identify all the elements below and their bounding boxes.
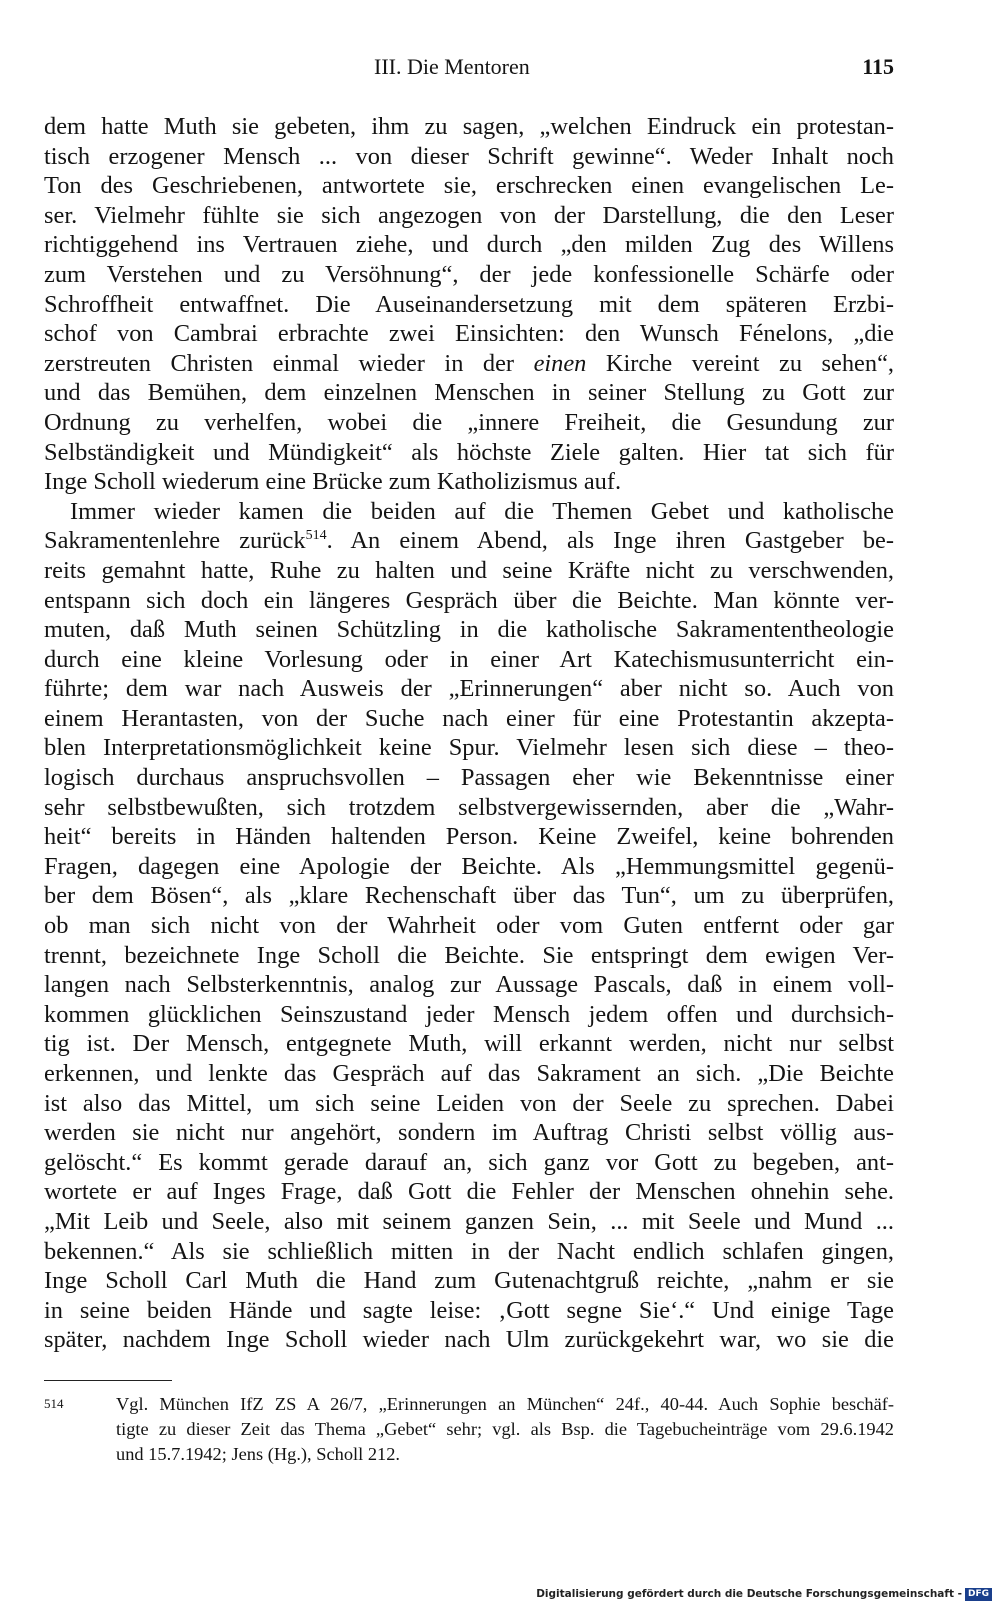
running-head <box>44 50 894 84</box>
text-line: in seine beiden Hände und sagte leise: ‚Gott segne Sie‘.“ Und einige Tage <box>44 1296 894 1324</box>
text-line <box>44 349 894 379</box>
text-run: Sakramentenlehre zurück <box>44 527 306 555</box>
chapter-title: III. Die Mentoren <box>374 54 530 79</box>
text-run: Kirche vereint zu sehen“, <box>586 349 894 377</box>
text-line: und das Bemühen, dem einzelnen Menschen in seiner Stellung zu Gott zur <box>44 379 894 407</box>
text-line: Inge Scholl Carl Muth die Hand zum Gutenachtgruß reichte, „nahm er sie <box>44 1267 894 1295</box>
footnote-line: tigte zu dieser Zeit das Thema „Gebet“ sehr; vgl. als Bsp. die Tagebucheinträge vom 29.6.1942 <box>116 1419 894 1439</box>
text-line: Fragen, dagegen eine Apologie der Beichte. Als „Hemmungsmittel gegenü- <box>44 852 894 880</box>
text-line: führte; dem war nach Ausweis der „Erinnerungen“ aber nicht so. Auch von <box>44 675 894 703</box>
text-run: zerstreuten Christen einmal wieder in der <box>44 349 534 377</box>
text-line: Ordnung zu verhelfen, wobei die „innere Freiheit, die Gesundung zur <box>44 408 894 436</box>
text-line: erkennen, und lenkte das Gespräch auf das Sakrament an sich. „Die Beichte <box>44 1060 894 1087</box>
text-line: reits gemahnt hatte, Ruhe zu halten und seine Kräfte nicht zu verschwenden, <box>44 556 894 584</box>
text-line: heit“ bereits in Händen haltenden Person. Keine Zweifel, keine bohrenden <box>44 823 894 851</box>
text-run: . An einem Abend, als Inge ihren Gastgeber be- <box>326 527 894 555</box>
text-line: langen nach Selbsterkenntnis, analog zur Aussage Pascals, daß in einem voll- <box>44 971 894 999</box>
text-line: durch eine kleine Vorlesung oder in einer Art Katechismusunterricht ein- <box>44 645 894 673</box>
text-line: werden sie nicht nur angehört, sondern im Auftrag Christi selbst völlig aus- <box>44 1119 894 1147</box>
text-line: Immer wieder kamen die beiden auf die Themen Gebet und katholische <box>70 497 894 525</box>
text-line: richtiggehend ins Vertrauen ziehe, und durch „den milden Zug des Willens <box>44 231 894 259</box>
footnote-divider <box>44 1380 172 1381</box>
text-line: tisch erzogener Mensch ... von dieser Schrift gewinne“. Weder Inhalt noch <box>44 142 894 170</box>
text-line: ist also das Mittel, um sich seine Leiden von der Seele zu sprechen. Dabei <box>44 1089 894 1117</box>
text-line: sehr selbstbewußten, sich trotzdem selbstvergewissernden, aber die „Wahr- <box>44 793 894 821</box>
text-line: kommen glücklichen Seinszustand jeder Mensch jedem offen und durchsich- <box>44 1000 894 1028</box>
page-number: 115 <box>862 54 894 79</box>
footnotes <box>44 1392 894 1467</box>
text-line: wortete er auf Inges Frage, daß Gott die Fehler der Menschen ohnehin sehe. <box>44 1178 894 1206</box>
credit-text: Digitalisierung gefördert durch die Deutsche Forschungsgemeinschaft - <box>536 1588 962 1600</box>
footnote-reference[interactable]: 514 <box>305 528 327 544</box>
text-line: ser. Vielmehr fühlte sie sich angezogen von der Darstellung, die den Leser <box>44 201 894 229</box>
text-line: entspann sich doch ein längeres Gespräch über die Beichte. Man könnte ver- <box>44 586 894 614</box>
text-line: Ton des Geschriebenen, antwortete sie, erschrecken einen evangelischen Le- <box>44 172 894 200</box>
text-line: später, nachdem Inge Scholl wieder nach Ulm zurückgekehrt war, wo sie die <box>44 1326 894 1354</box>
footnote <box>44 1392 894 1467</box>
text-line: dem hatte Muth sie gebeten, ihm zu sagen, „welchen Eindruck ein protestan- <box>44 113 894 140</box>
digitization-credit <box>536 1587 992 1601</box>
text-line: Schroffheit entwaffnet. Die Auseinandersetzung mit dem späteren Erzbi- <box>44 290 894 318</box>
text-line: bekennen.“ Als sie schließlich mitten in der Nacht endlich schlafen gingen, <box>44 1237 894 1265</box>
text-line: schof von Cambrai erbrachte zwei Einsichten: den Wunsch Fénelons, „die <box>44 320 894 348</box>
text-line: ber dem Bösen“, als „klare Rechenschaft über das Tun“, um zu überprüfen, <box>44 882 894 910</box>
text-line: logisch durchaus anspruchsvollen – Passagen eher wie Bekenntnisse einer <box>44 764 894 792</box>
text-line: Selbständigkeit und Mündigkeit“ als höchste Ziele galten. Hier tat sich für <box>44 438 894 466</box>
text-line: einem Herantasten, von der Suche nach einer für eine Protestantin akzepta- <box>44 704 894 732</box>
footnote-line: Vgl. München IfZ ZS A 26/7, „Erinnerungen an München“ 24f., 40-44. Auch Sophie beschäf- <box>116 1394 894 1414</box>
text-line: blen Interpretationsmöglichkeit keine Spur. Vielmehr lesen sich diese – theo- <box>44 734 894 762</box>
emphasis: einen <box>533 349 587 377</box>
footnote-number: 514 <box>44 1396 64 1411</box>
footnote-line: und 15.7.1942; Jens (Hg.), Scholl 212. <box>116 1444 401 1464</box>
text-line: ob man sich nicht von der Wahrheit oder vom Guten entfernt oder gar <box>44 912 894 940</box>
text-line: „Mit Leib und Seele, also mit seinem ganzen Sein, ... mit Seele und Mund ... <box>44 1207 894 1235</box>
text-line <box>44 526 894 556</box>
dfg-logo: DFG <box>965 1588 992 1601</box>
text-line: Inge Scholl wiederum eine Brücke zum Katholizismus auf. <box>44 468 622 496</box>
text-line: zum Verstehen und zu Versöhnung“, der jede konfessionelle Schärfe oder <box>44 260 894 288</box>
text-line: gelöscht.“ Es kommt gerade darauf an, sich ganz vor Gott zu begeben, ant- <box>44 1148 894 1176</box>
text-line: muten, daß Muth seinen Schützling in die katholische Sakramententheologie <box>44 616 894 644</box>
text-line: trennt, bezeichnete Inge Scholl die Beichte. Sie entspringt dem ewigen Ver- <box>44 941 894 969</box>
body-text <box>44 112 894 1355</box>
text-line: tig ist. Der Mensch, entgegnete Muth, will erkannt werden, nicht nur selbst <box>44 1030 894 1058</box>
